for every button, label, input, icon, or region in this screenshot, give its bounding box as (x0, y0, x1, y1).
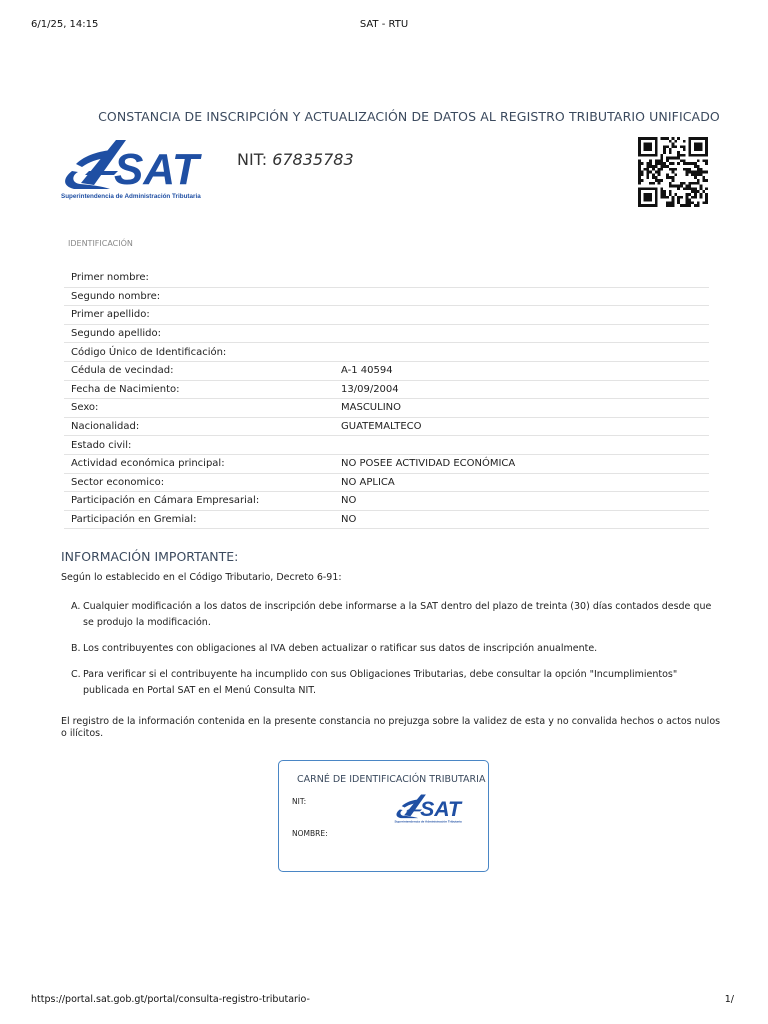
row-label: Primer nombre: (64, 269, 334, 287)
info-item-text: Los contribuyentes con obligaciones al IVA deben actualizar o ratificar sus datos de inscripción anualmente. (83, 643, 598, 654)
info-intro: Según lo establecido en el Código Tributario, Decreto 6-91: (61, 572, 342, 583)
row-value (334, 436, 709, 455)
qr-code-icon (638, 136, 708, 208)
print-page-title: SAT - RTU (359, 19, 409, 30)
table-row (64, 324, 709, 343)
section-label-identificacion: IDENTIFICACIÓN (68, 239, 133, 248)
row-label: Actividad económica principal: (64, 454, 334, 473)
nit-value: 67835783 (272, 150, 354, 169)
row-value: NO (334, 492, 709, 511)
row-value (334, 269, 709, 287)
sat-logo-icon (60, 138, 238, 202)
row-value: A-1 40594 (334, 361, 709, 380)
nit-label: NIT: (237, 150, 268, 169)
print-url: https://portal.sat.gob.gt/portal/consulta-registro-tributario- (31, 994, 310, 1005)
row-value (334, 324, 709, 343)
info-item (71, 599, 721, 631)
table-row (64, 287, 709, 306)
logo-subtitle: Superintendencia de Administración Tributaria (61, 193, 201, 200)
row-value: GUATEMALTECO (334, 417, 709, 436)
table-row (64, 417, 709, 436)
row-label: Sexo: (64, 399, 334, 418)
row-value: NO (334, 510, 709, 529)
info-item-mark: A. (71, 601, 81, 612)
carne-nit-label: NIT: (292, 797, 307, 806)
table-row (64, 510, 709, 529)
disclaimer: El registro de la información contenida en la presente constancia no prejuzga sobre la validez de esta y no convalida hechos o actos nulos o ilícitos. (61, 716, 721, 739)
row-label: Participación en Gremial: (64, 510, 334, 529)
carne-sat-logo-icon (394, 793, 480, 825)
carne-logo-subtitle: Superintendencia de Administración Tributaria (394, 819, 462, 824)
row-label: Fecha de Nacimiento: (64, 380, 334, 399)
table-row (64, 399, 709, 418)
info-item (71, 667, 721, 699)
table-row (64, 361, 709, 380)
row-label: Código Único de Identificación: (64, 343, 334, 362)
row-label: Cédula de vecindad: (64, 361, 334, 380)
table-row (64, 473, 709, 492)
print-datetime: 6/1/25, 14:15 (31, 19, 99, 30)
logo-text: SAT (114, 145, 199, 194)
carne-logo-text: SAT (420, 796, 462, 821)
table-row (64, 343, 709, 362)
row-value: 13/09/2004 (334, 380, 709, 399)
carne-title: CARNÉ DE IDENTIFICACIÓN TRIBUTARIA (297, 774, 486, 785)
row-label: Segundo apellido: (64, 324, 334, 343)
row-label: Primer apellido: (64, 306, 334, 325)
row-value (334, 287, 709, 306)
info-item-text: Para verificar si el contribuyente ha incumplido con sus Obligaciones Tributarias, debe consultar la opción "Incumplimientos" publicada en Portal SAT en el Menú Consulta NIT. (83, 669, 678, 696)
table-row (64, 436, 709, 455)
table-row (64, 380, 709, 399)
carne-card (278, 760, 489, 872)
row-label: Sector economico: (64, 473, 334, 492)
row-value: NO APLICA (334, 473, 709, 492)
info-item-mark: C. (71, 669, 81, 680)
row-value (334, 306, 709, 325)
table-row (64, 306, 709, 325)
print-page-number: 1/ (724, 994, 734, 1005)
row-label: Estado civil: (64, 436, 334, 455)
info-list (71, 599, 721, 709)
nit-line (237, 150, 354, 169)
info-item-mark: B. (71, 643, 81, 654)
table-row (64, 492, 709, 511)
carne-nombre-label: NOMBRE: (292, 829, 328, 838)
table-row (64, 454, 709, 473)
row-value: NO POSEE ACTIVIDAD ECONÓMICA (334, 454, 709, 473)
info-item (71, 641, 721, 657)
row-label: Segundo nombre: (64, 287, 334, 306)
table-row (64, 269, 709, 287)
identification-table (64, 269, 709, 529)
info-item-text: Cualquier modificación a los datos de inscripción debe informarse a la SAT dentro del plazo de treinta (30) días contados desde que se produjo la modificación. (83, 601, 712, 628)
info-title: INFORMACIÓN IMPORTANTE: (61, 549, 239, 564)
row-value: MASCULINO (334, 399, 709, 418)
row-label: Participación en Cámara Empresarial: (64, 492, 334, 511)
document-title: CONSTANCIA DE INSCRIPCIÓN Y ACTUALIZACIÓN DE DATOS AL REGISTRO TRIBUTARIO UNIFICADO (98, 109, 720, 124)
row-label: Nacionalidad: (64, 417, 334, 436)
row-value (334, 343, 709, 362)
